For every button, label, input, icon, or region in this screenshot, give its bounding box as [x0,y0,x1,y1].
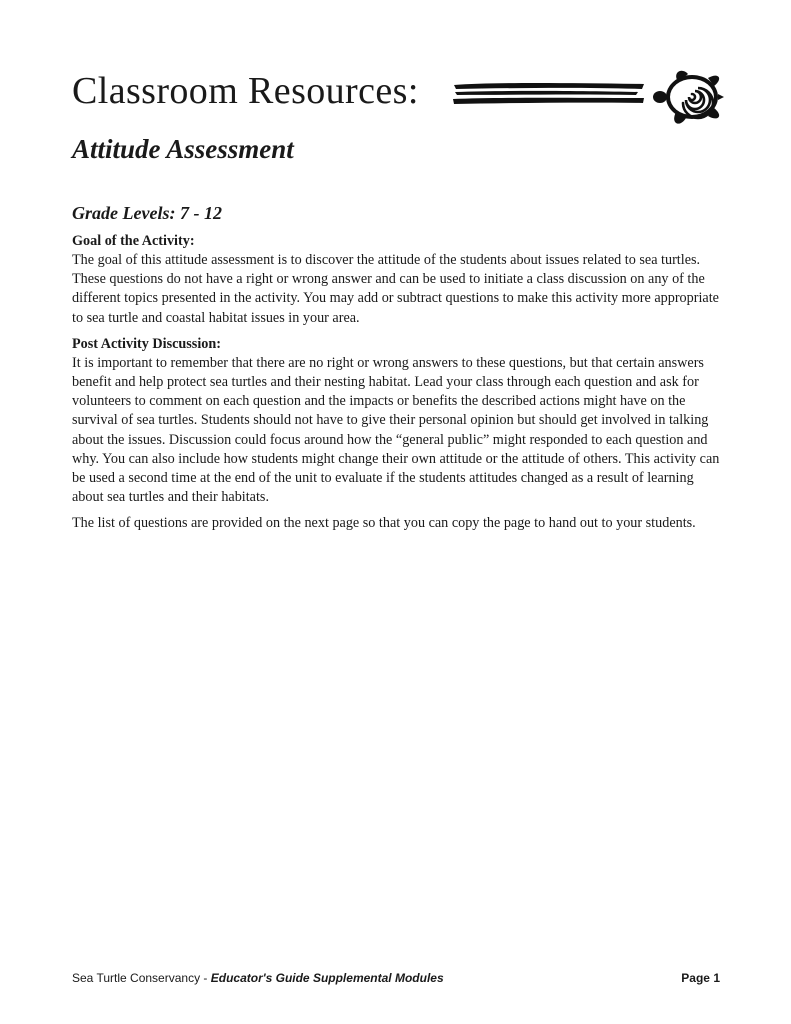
page-subtitle: Attitude Assessment [72,134,294,164]
questions-note-paragraph: The list of questions are provided on the next page so that you can copy the page to hand out to your students. [72,515,696,532]
goal-paragraph: The goal of this attitude assessment is to discover the attitude of the students about issues related to sea turtles. These questions do not have a right or wrong answer and can be used to initiate a class discussion on any of the different topics presented in the activity. You may add or subtract questions to make this activity more appropriate to sea turtle and coastal habitat issues in your area. [72,252,719,326]
discussion-paragraph: It is important to remember that there are no right or wrong answers to these questions, but that certain answers benefit and help protect sea turtles and their nesting habitat. Lead your class through each question and ask for volunteers to comment on each question and the impacts or benefits the described actions might have on the survival of sea turtles. Students should not have to give their personal opinion but should get involved in talking about the issues. Discussion could focus around how the “general public” might responded to each question and why. You can also include how students might change their own attitude or the attitude of others. This activity can be used a second time at the end of the unit to evaluate if the students attitudes changed as a result of learning about sea turtles and their habitats. [72,354,720,506]
goal-heading: Goal of the Activity: [72,233,195,249]
footer-guide-title: Educator's Guide Supplemental Modules [210,971,444,985]
decorative-brush-bars [452,80,646,106]
grade-levels: Grade Levels: 7 - 12 [72,203,222,223]
page-title: Classroom Resources: [72,70,419,112]
page-number: Page 1 [681,971,720,985]
discussion-heading: Post Activity Discussion: [72,335,221,352]
goal-section [72,232,726,328]
footer-source [72,969,444,987]
discussion-section [72,335,726,534]
sea-turtle-icon [652,68,724,126]
page-footer [72,969,720,987]
footer-org: Sea Turtle Conservancy - [72,971,211,985]
document-body [72,232,726,541]
page-header [72,68,732,128]
